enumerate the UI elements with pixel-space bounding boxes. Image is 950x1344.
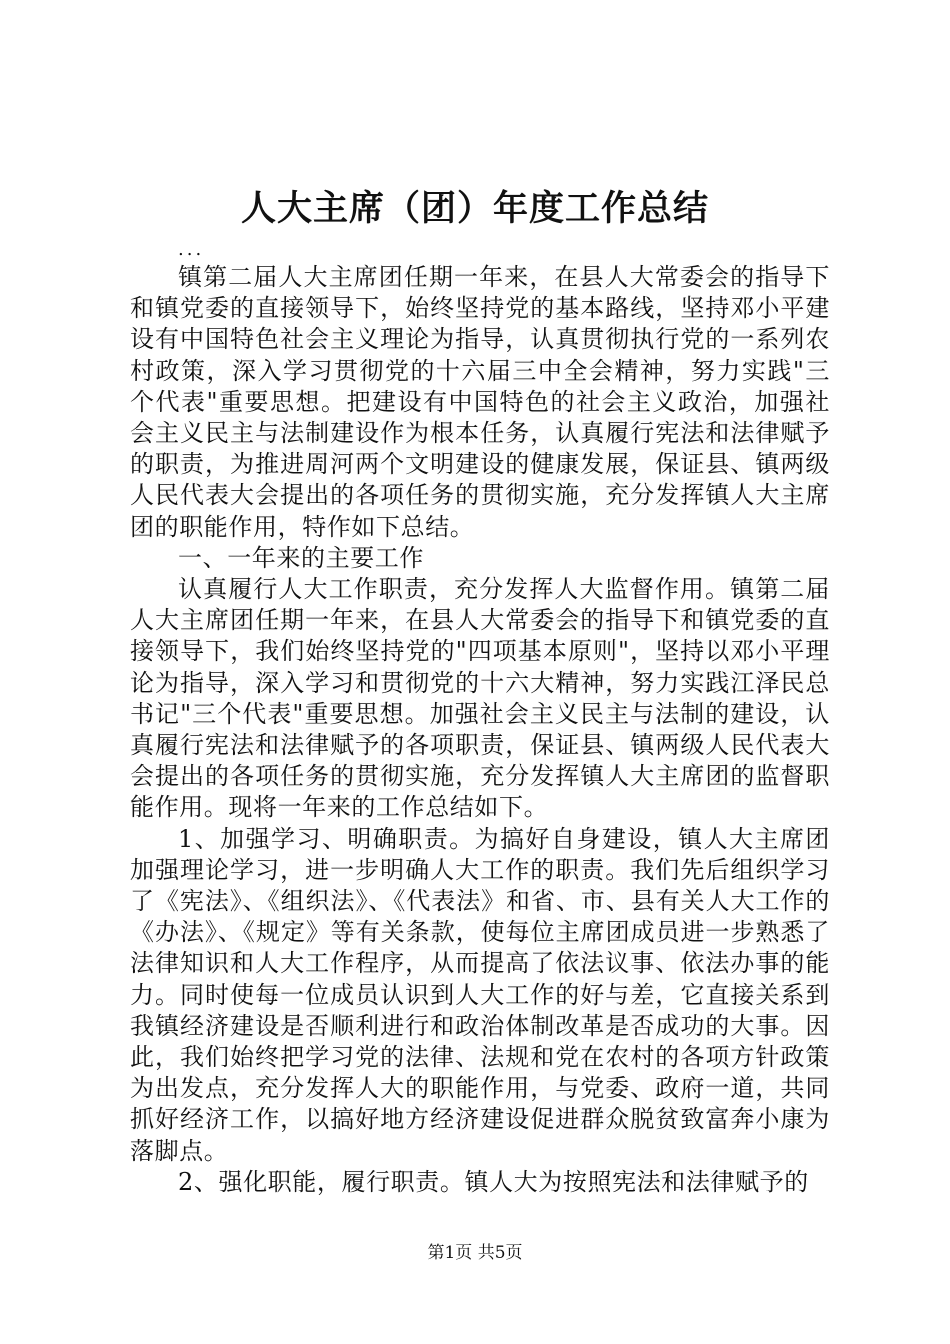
paragraph-main-work: 认真履行人大工作职责，充分发挥人大监督作用。镇第二届人大主席团任期一年来，在县人大常委会的指导下和镇党委的直接领导下，我们始终坚持党的"四项基本原则"，坚持以邓小平理论为指导，深入学习和贯彻党的十六大精神，努力实践江泽民总书记"三个代表"重要思想。加强社会主义民主与法制的建设，认真履行宪法和法律赋予的各项职责，保证县、镇两级人民代表大会提出的各项任务的贯彻实施，充分发挥镇人大主席团的监督职能作用。现将一年来的工作总结如下。 [130,575,830,822]
paragraph-intro: 镇第二届人大主席团任期一年来，在县人大常委会的指导下和镇党委的直接领导下，始终坚持党的基本路线，坚持邓小平建设有中国特色社会主义理论为指导，认真贯彻执行党的一系列农村政策，深入学习贯彻党的十六届三中全会精神，努力实践"三个代表"重要思想。把建设有中国特色的社会主义政治，加强社会主义民主与法制建设作为根本任务，认真履行宪法和法律赋予的职责，为推进周河两个文明建设的健康发展，保证县、镇两级人民代表大会提出的各项任务的贯彻实施，充分发挥镇人大主席团的职能作用，特作如下总结。 [130,263,830,541]
page-number-footer: 第1页 共5页 [427,1243,523,1263]
ellipsis-mark: ... [178,239,205,260]
document-title: 人大主席（团）年度工作总结 [240,189,709,229]
document-body [130,262,830,1198]
paragraph-item-1: 1、加强学习、明确职责。为搞好自身建设，镇人大主席团加强理论学习，进一步明确人大工作的职责。我们先后组织学习了《宪法》、《组织法》、《代表法》和省、市、县有关人大工作的《办法》、《规定》等有关条款，使每位主席团成员进一步熟悉了法律知识和人大工作程序，从而提高了依法议事、依法办事的能力。同时使每一位成员认识到人大工作的好与差，它直接关系到我镇经济建设是否顺利进行和政治体制改革是否成功的大事。因此，我们始终把学习党的法律、法规和党在农村的各项方针政策为出发点，充分发挥人大的职能作用，与党委、政府一道，共同抓好经济工作，以搞好地方经济建设促进群众脱贫致富奔小康为落脚点。 [130,824,830,1165]
section-heading: 一、一年来的主要工作 [178,543,424,572]
paragraph-item-2: 2、强化职能，履行职责。镇人大为按照宪法和法律赋予的 [178,1167,809,1196]
